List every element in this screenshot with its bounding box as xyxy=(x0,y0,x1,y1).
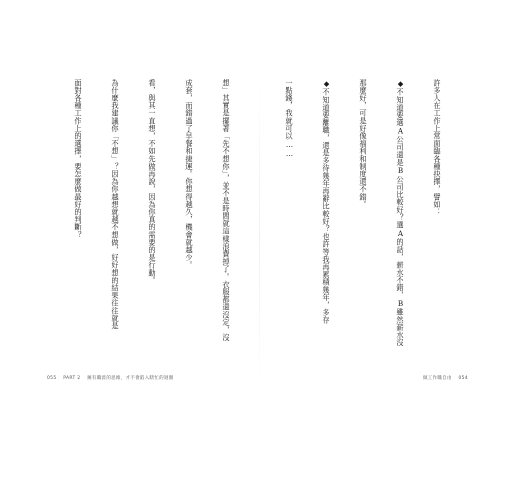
text-column: 那麼好，可是好像福利和制度還不錯。 xyxy=(359,79,368,209)
text-column: 看，與其一直想，不如先做再說，因為你真的需要的是行動。 xyxy=(148,79,157,285)
right-page xyxy=(260,75,475,395)
running-title: 做工作職自由 xyxy=(422,376,452,381)
left-footer xyxy=(47,375,179,381)
text-column: 成套，而錯過了早餐和捷運。你想得越久，機會就越少。 xyxy=(185,79,194,269)
text-column: 面對各種工作上的選擇，要怎麼做最好的判斷？ xyxy=(74,79,83,239)
right-footer xyxy=(423,375,473,381)
text-column: 一點錢，我就可以…… xyxy=(285,79,294,159)
bullet-item: ◆不知道要選A公司還是B公司比較好？選A的話，薪水不錯，B雖然薪水沒 xyxy=(396,79,405,347)
text-column: 許多人在工作上常面臨各種抉擇，譬如： xyxy=(433,79,442,216)
page-number: 054 xyxy=(458,376,468,381)
left-page-text xyxy=(45,79,254,369)
right-page-text xyxy=(260,79,465,369)
text-column: 想」其實是擺著「先不想你」，並不是時間就這樣浪費掉了。衣服都還沒定，沒 xyxy=(222,79,231,342)
page-number: 055 xyxy=(47,376,57,381)
running-title: 擁有職涯的思維，才不會陷入瞎忙的迴圈 xyxy=(87,376,174,381)
part-label: PART 2 xyxy=(63,376,81,381)
text-column: 為什麼我建議你「不想」？因為你越想就越不想做，好好想的結果往往就是 xyxy=(111,79,120,330)
bullet-item: ◆不知道要離職，還是多待幾年再辭比較好？也許等我再累積幾年，多存 xyxy=(322,79,331,324)
left-page xyxy=(45,75,260,395)
book-spread xyxy=(45,75,475,395)
